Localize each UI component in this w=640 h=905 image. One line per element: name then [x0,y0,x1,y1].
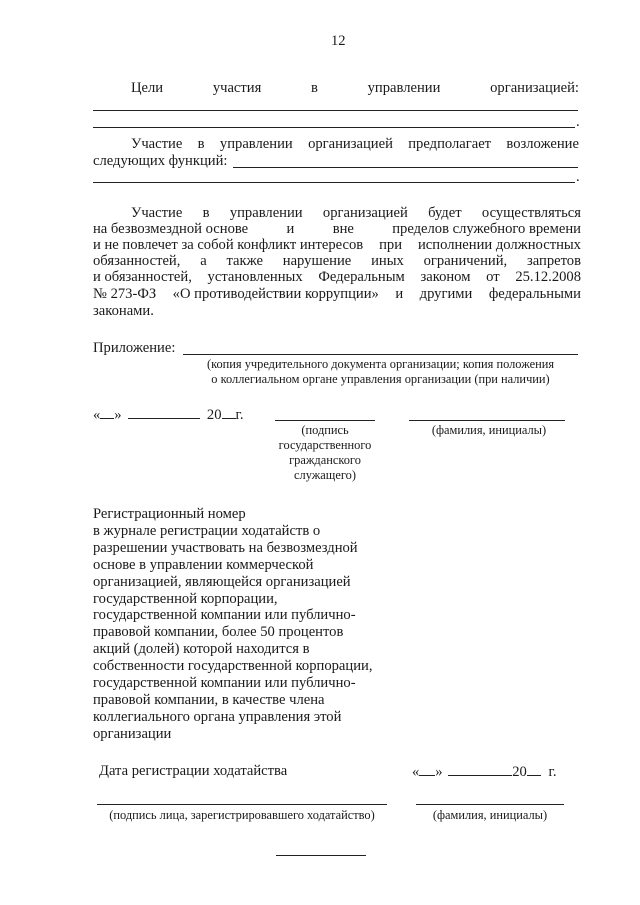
functions-word: организацией [308,136,393,152]
functions-label: следующих функций: [93,153,228,169]
word: запретов [526,253,581,269]
goals-word: организацией: [490,80,579,96]
word: от [486,269,500,285]
functions-word: в [197,136,205,152]
goals-end-mark: . [576,114,580,130]
registration-line: организации [93,725,172,742]
functions-word: возложение [506,136,579,152]
attachment-label: Приложение: [93,340,176,356]
goals-fill-line-1 [93,110,578,111]
paragraph-line [131,205,581,222]
registration-line: государственной компании или публично- [93,675,356,692]
caption-line: (подпись [301,423,349,437]
registration-line: разрешении участвовать на безвозмездной [93,539,358,556]
attachment-caption [183,357,578,387]
registration-line: собственности государственной корпорации, [93,658,373,675]
registration-line: коллегиального органа управления этой [93,708,342,725]
word: иных [371,253,404,269]
functions-word: Участие [131,136,183,152]
paragraph-line [93,286,581,303]
functions-end-mark: . [576,169,580,185]
word: «О противодействии коррупции» [172,286,379,302]
signature-caption [255,423,395,483]
word: нарушение [282,253,352,269]
registrar-name-line [416,804,564,805]
word: в [202,205,210,221]
functions-fill-line-1 [233,167,578,168]
word: другими [419,286,473,302]
paragraph-line [93,269,581,286]
attachment-fill-line [183,354,578,355]
word: федеральными [488,286,581,302]
word: на безвозмездной основе [93,221,249,237]
word: при [379,237,403,253]
caption-line: гражданского [289,453,361,467]
functions-intro [131,136,579,153]
registration-block [93,506,373,743]
word: вне [332,221,354,237]
registration-line: основе в управлении коммерческой [93,556,314,573]
word: и [395,286,404,302]
year-suffix: г. [235,407,244,423]
registration-line: правовой компании, более 50 процентов [93,624,344,641]
goals-word: участия [212,80,262,96]
word: организацией [322,205,408,221]
word: Участие [131,205,183,221]
registration-line: организацией, являющейся организацией [93,573,351,590]
caption-line: государственного [278,438,372,452]
reg-date-label: Дата регистрации ходатайства [99,763,288,779]
open-quote: « [412,764,420,780]
name-line [409,420,565,421]
paragraph-line [93,221,581,238]
word: также [226,253,263,269]
word: а [200,253,207,269]
caption-line: служащего) [294,468,356,482]
close-quote: » [435,764,443,780]
reg-date-value [412,763,557,781]
word: исполнении должностных [418,237,581,253]
registration-line: государственной компании или публично- [93,607,356,624]
goals-heading [131,80,579,97]
word: 25.12.2008 [515,269,581,285]
paragraph-line [93,253,581,270]
caption-line: (копия учредительного документа организации; копия положения [206,357,555,371]
word: и [286,221,295,237]
word: № 273-ФЗ [93,286,157,302]
year-prefix: 20 [206,407,222,423]
word: ограничений, [423,253,508,269]
registrar-signature-line [97,804,387,805]
registration-line: Регистрационный номер [93,506,246,522]
goals-word: управлении [367,80,441,96]
word: и не повлечет за собой конфликт интересов [93,237,364,253]
word: управлении [229,205,303,221]
goals-word: в [311,80,318,96]
close-quote: » [114,407,122,423]
word: установленных [207,269,303,285]
word: Федеральным [318,269,405,285]
paragraph-line: законами. [93,303,154,319]
registration-line: в журнале регистрации ходатайств о [93,522,321,539]
year-suffix: г. [548,764,557,780]
word: будет [428,205,462,221]
word: пределов служебного времени [392,221,581,237]
word: и обязанностей, [93,269,192,285]
year-prefix: 20 [512,764,527,780]
footer-separator [276,855,366,856]
functions-fill-line-2 [93,182,575,183]
name-caption: (фамилия, инициалы) [431,423,547,437]
word: законом [420,269,471,285]
page-number: 12 [331,33,346,49]
caption-line: о коллегиальном органе управления организации (при наличии) [211,372,550,386]
functions-word: предполагает [408,136,492,152]
registration-line: акций (долей) которой находится в [93,641,310,658]
goals-word: Цели [131,80,164,96]
goals-fill-line-2 [93,127,575,128]
registration-line: государственной корпорации, [93,590,278,607]
open-quote: « [93,407,101,423]
applicant-date [93,406,244,424]
registrar-signature-caption: (подпись лица, зарегистрировавшего ходатайство) [109,808,375,822]
word: обязанностей, [93,253,181,269]
paragraph-line [93,237,581,254]
registration-line: правовой компании, в качестве члена [93,691,325,708]
functions-word: управлении [219,136,293,152]
registrar-name-caption: (фамилия, инициалы) [432,808,548,822]
word: осуществляться [481,205,581,221]
signature-line [275,420,375,421]
